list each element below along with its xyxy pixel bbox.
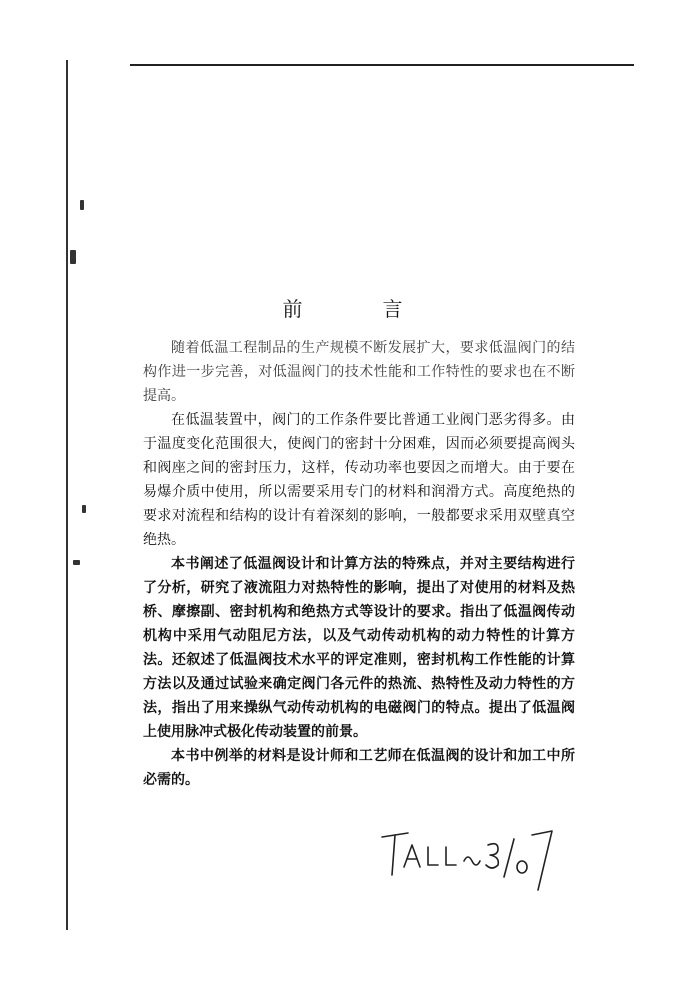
scan-speck: [82, 505, 86, 513]
scan-speck: [80, 200, 84, 210]
paragraph-1: 随着低温工程制品的生产规模不断发展扩大，要求低温阀门的结构作进一步完善，对低温阀门的技术性能和工作特性的要求也在不断提高。: [143, 340, 575, 404]
scan-speck: [70, 250, 76, 264]
handwritten-note: [380, 815, 555, 895]
scan-speck: [73, 560, 80, 565]
paragraph-3: 本书阐述了低温阀设计和计算方法的特殊点，并对主要结构进行了分析，研究了液流阻力对热特性的影响，提出了对使用的材料及热桥、摩擦副、密封机构和绝热方式等设计的要求。指出了低温阀传动机构中采用气动阻尼方法，以及气动传动机构的动力特性的计算方法。还叙述了低温阀技术水平的评定准则，密封机构工作性能的计算方法以及通过试验来确定阀门各元件的热流、热特性及动力特性的方法，指出了用来操纵气动传动机构的电磁阀门的特点。提出了低温阀上使用脉冲式极化传动装置的前景。: [143, 556, 575, 740]
preface-body: [143, 336, 575, 792]
paragraph-2: 在低温装置中，阀门的工作条件要比普通工业阀门恶劣得多。由于温度变化范围很大，使阀门的密封十分困难，因而必须要提高阀头和阀座之间的密封压力，这样，传动功率也要因之而增大。由于要在易爆介质中使用，所以需要采用专门的材料和润滑方式。高度绝热的要求对流程和结构的设计有着深刻的影响，一般都要求采用双壁真空绝热。: [143, 412, 575, 548]
paragraph-4: 本书中例举的材料是设计师和工艺师在低温阀的设计和加工中所必需的。: [143, 748, 575, 788]
page-title: 前 言: [282, 297, 433, 322]
binding-edge: [66, 60, 68, 930]
top-rule: [130, 64, 634, 66]
